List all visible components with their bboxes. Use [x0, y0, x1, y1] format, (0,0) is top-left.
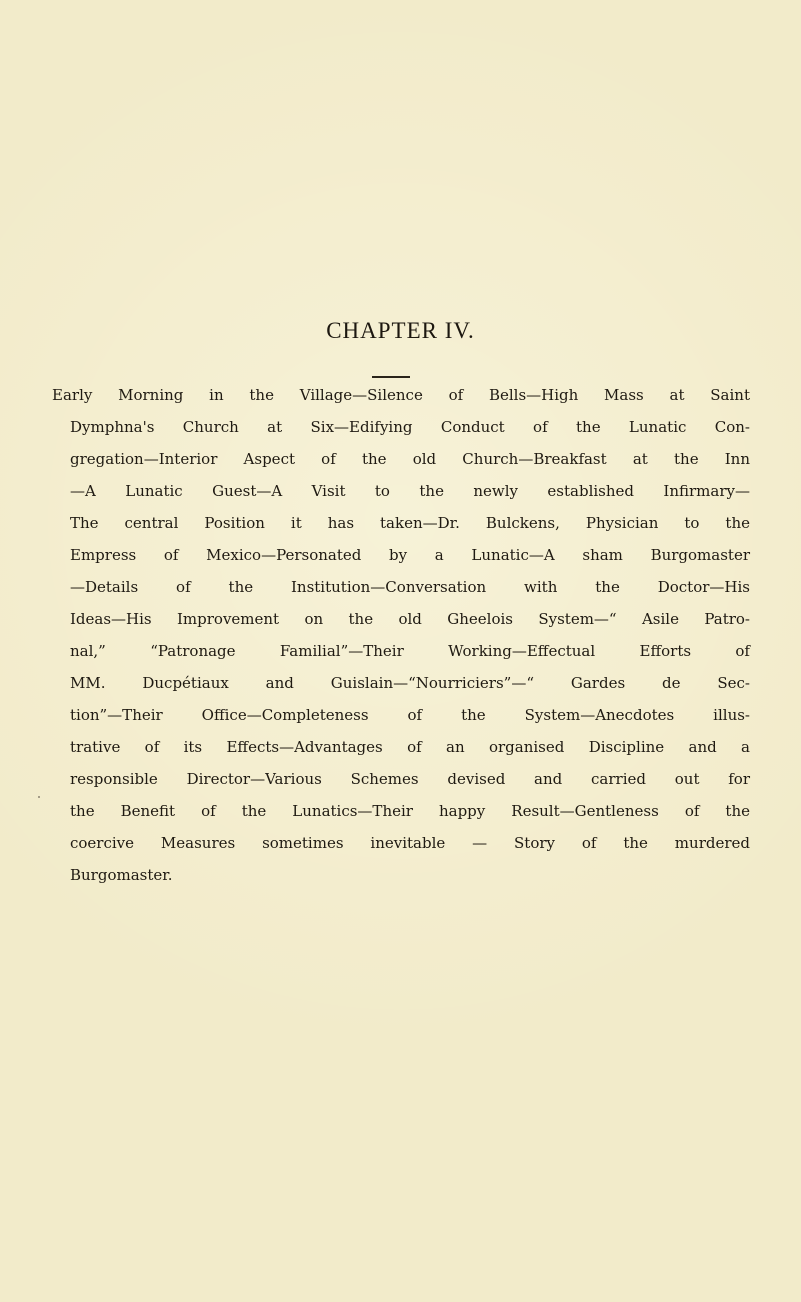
- chapter-title: CHAPTER IV.: [326, 318, 475, 343]
- summary-line: tion”—Their Office—Completeness of the System—Anecdotes illus-: [70, 706, 750, 724]
- summary-line: Ideas—His Improvement on the old Gheelois System—“ Asile Patro-: [70, 610, 750, 628]
- summary-line: coercive Measures sometimes inevitable — Story of the murdered: [70, 834, 750, 852]
- summary-line: Empress of Mexico—Personated by a Lunatic—A sham Burgomaster: [70, 546, 750, 564]
- summary-line: responsible Director—Various Schemes devised and carried out for: [70, 770, 750, 788]
- summary-line: gregation—Interior Aspect of the old Church—Breakfast at the Inn: [70, 450, 750, 468]
- summary-line: The central Position it has taken—Dr. Bulckens, Physician to the: [70, 514, 750, 532]
- title-rule: [372, 376, 410, 378]
- summary-line: trative of its Effects—Advantages of an organised Discipline and a: [70, 738, 750, 756]
- summary-line: —A Lunatic Guest—A Visit to the newly established Infirmary—: [70, 482, 750, 500]
- summary-line: Dymphna's Church at Six—Edifying Conduct of the Lunatic Con-: [70, 418, 750, 436]
- summary-line: nal,” “Patronage Familial”—Their Working—Effectual Efforts of: [70, 642, 750, 660]
- summary-line: Early Morning in the Village—Silence of Bells—High Mass at Saint: [52, 386, 750, 404]
- summary-line: Burgomaster.: [70, 866, 173, 884]
- summary-line: —Details of the Institution—Conversation with the Doctor—His: [70, 578, 750, 596]
- summary-line: MM. Ducpétiaux and Guislain—“Nourriciers”—“ Gardes de Sec-: [70, 674, 750, 692]
- page-speck: [38, 796, 40, 798]
- summary-line: the Benefit of the Lunatics—Their happy Result—Gentleness of the: [70, 802, 750, 820]
